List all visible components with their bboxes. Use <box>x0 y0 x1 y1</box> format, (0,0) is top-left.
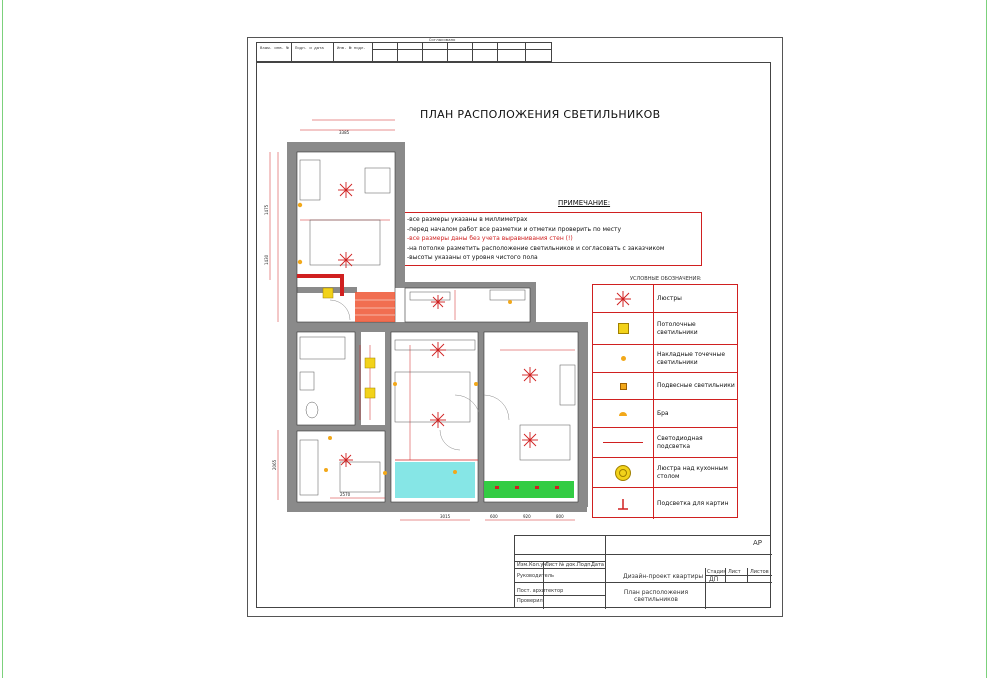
legend-heading: УСЛОВНЫЕ ОБОЗНАЧЕНИЯ: <box>630 276 702 282</box>
legend-label: Подсветка для картин <box>657 499 729 507</box>
dim-label: 3385 <box>339 130 350 135</box>
stamp-label: Согласовано <box>429 39 456 43</box>
legend-label: Люстра над кухонным столом <box>657 464 728 480</box>
legend-label: Светодиодная подсветка <box>657 434 703 450</box>
title-block <box>514 535 771 608</box>
walls <box>287 142 588 512</box>
dim-label: 2570 <box>340 492 351 497</box>
legend-row <box>593 285 737 313</box>
col-header: Кол.уч. <box>529 562 548 568</box>
stamp-cell: Взам. инв. № <box>260 47 289 51</box>
col-header: № док. <box>559 562 577 568</box>
stamp-cell: Инв. № подл. <box>337 47 366 51</box>
legend-label: Бра <box>657 409 669 417</box>
col-header: Изм. <box>517 562 529 568</box>
stage-value: ДП <box>709 576 719 583</box>
col-header: Подп. <box>577 562 593 568</box>
sheet-code: АР <box>752 539 762 547</box>
picture-light-icon <box>617 498 629 510</box>
pendant-light-icon <box>620 383 627 390</box>
sheets-label: Листов <box>750 569 769 575</box>
legend-row <box>593 428 737 458</box>
sconce-icon <box>619 412 627 416</box>
legend-label: Накладные точечные светильники <box>657 350 726 366</box>
sheet-name: План расположения светильников <box>623 589 689 603</box>
legend-label: Потолочные светильники <box>657 320 698 336</box>
stamp-cell: Подп. и дата <box>295 47 324 51</box>
legend-row <box>593 373 737 400</box>
col-header: Лист <box>545 562 558 568</box>
role-label: Пост. архитектор <box>517 588 564 594</box>
col-header: Дата <box>591 562 604 568</box>
legend-label: Подвесные светильники <box>657 382 735 389</box>
legend-row <box>593 400 737 428</box>
chandelier-icon <box>613 289 633 309</box>
dim-label: 920 <box>523 514 531 519</box>
kitchen-chandelier-icon <box>615 465 631 481</box>
notes-heading: ПРИМЕЧАНИЕ: <box>558 199 611 207</box>
legend-table <box>592 284 738 518</box>
legend-row <box>593 313 737 345</box>
note-line: -на потолке разметить расположение светильников и согласовать с заказчиком <box>407 244 665 252</box>
legend-row <box>593 345 737 373</box>
role-label: Руководитель <box>517 573 554 579</box>
legend-row <box>593 488 737 519</box>
dim-label: 3015 <box>440 514 451 519</box>
dim-label: 1430 <box>264 254 269 265</box>
led-strip-icon <box>603 442 643 443</box>
dim-label: 600 <box>490 514 498 519</box>
dim-label: 1475 <box>264 204 269 215</box>
drawing-title: ПЛАН РАСПОЛОЖЕНИЯ СВЕТИЛЬНИКОВ <box>420 108 661 121</box>
project-name: Дизайн-проект квартиры <box>623 573 704 580</box>
legend-label: Люстры <box>657 294 682 302</box>
dim-label: 2065 <box>272 459 277 470</box>
dim-label: 800 <box>556 514 564 519</box>
spot-light-icon <box>621 356 626 361</box>
role-label: Проверил <box>517 598 543 604</box>
note-line: -перед началом работ все разметки и отметки проверить по месту <box>407 225 622 233</box>
ceiling-light-icon <box>618 323 629 334</box>
stage-label: Стадия <box>707 569 727 575</box>
note-line-warning: -все размеры даны без учета выравнивания стен (!) <box>407 235 573 242</box>
sheet-label: Лист <box>728 569 741 575</box>
note-line: -все размеры указаны в миллиметрах <box>407 216 528 223</box>
note-line: -высоты указаны от уровня чистого пола <box>407 254 538 261</box>
legend-row <box>593 458 737 488</box>
